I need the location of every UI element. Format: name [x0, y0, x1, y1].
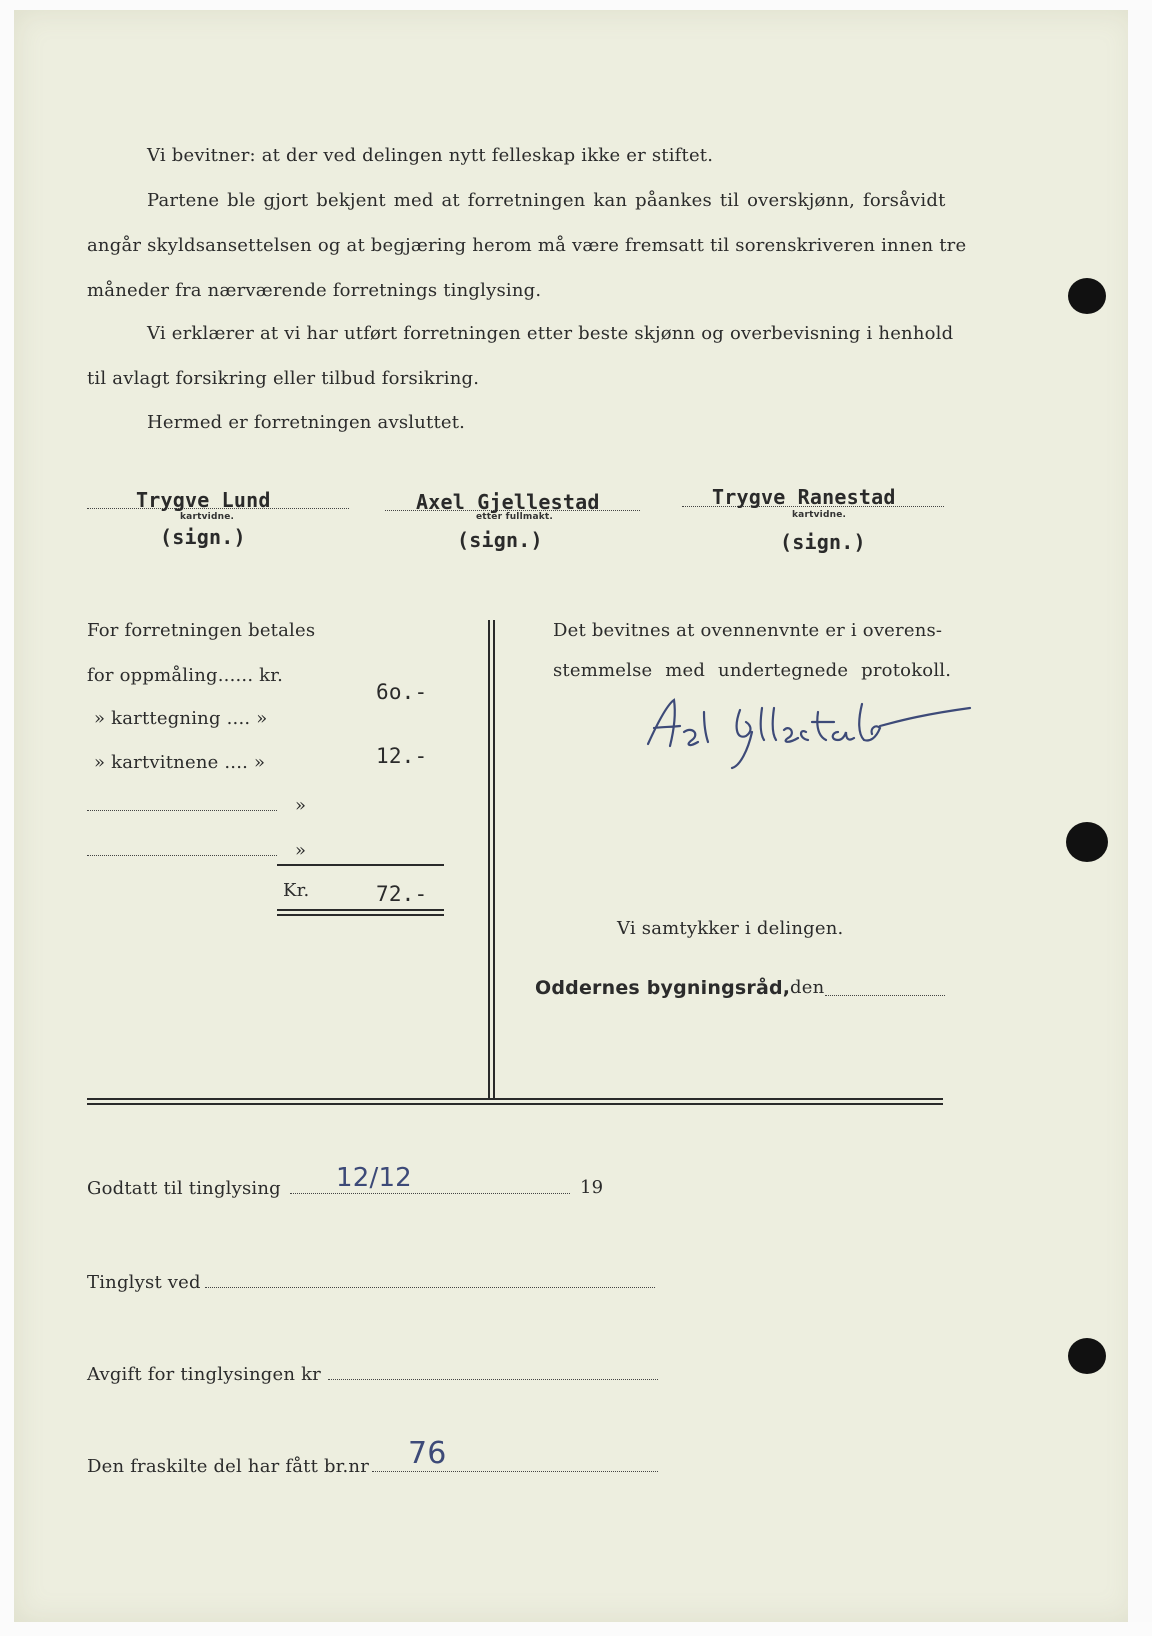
council-date-line [825, 995, 945, 996]
tinglyst-label: Tinglyst ved [87, 1272, 201, 1293]
tinglyst-line [205, 1287, 655, 1288]
fees-heading: For forretningen betales [87, 620, 316, 641]
page-edge [1128, 10, 1152, 1622]
column-divider-left [488, 620, 490, 1100]
brnr-label: Den fraskilte del har fått br.nr [87, 1456, 370, 1477]
fee-total-label: Kr. [283, 880, 310, 901]
paragraph-paankes-line3: måneder fra nærværende forretnings tinglysing. [87, 280, 542, 301]
paragraph-erklaerer-line1: Vi erklærer at vi har utført forretningen etter beste skjønn og overbevisning i henhold [147, 323, 954, 344]
column-divider-right [493, 620, 495, 1100]
fee-label-karttegning: » karttegning .... » [94, 708, 268, 729]
signature-sign-3: (sign.) [780, 530, 866, 554]
avgift-label: Avgift for tinglysingen kr [87, 1364, 321, 1385]
paragraph-paankes-line2: angår skyldsansettelsen og at begjæring herom må være fremsatt til sorenskriveren innen tre [87, 235, 967, 256]
fee-label-kartvitnene: » kartvitnene .... » [94, 752, 266, 773]
consent-text: Vi samtykker i delingen. [617, 918, 844, 939]
signature-name-3: Trygve Ranestad [712, 485, 896, 509]
fee-blank-line-2 [87, 855, 277, 856]
council-den: den [790, 977, 825, 998]
separator-rule-bottom [87, 1103, 943, 1105]
godtatt-label: Godtatt til tinglysing [87, 1178, 281, 1199]
attestation-line2: stemmelse med undertegnede protokoll. [553, 660, 952, 681]
fee-label-oppmaling: for oppmåling...... kr. [87, 665, 284, 686]
brnr-line [372, 1471, 658, 1472]
signature-sign-2: (sign.) [457, 528, 543, 552]
fee-total-double-line-bottom [277, 914, 444, 916]
paragraph-paankes-line1: Partene ble gjort bekjent med at forretningen kan påankes til overskjønn, forsåvidt [147, 190, 946, 211]
fee-total-double-line-top [277, 909, 444, 911]
godtatt-line [290, 1193, 570, 1194]
council-name: Oddernes bygningsråd, [535, 977, 791, 999]
brnr-value: 76 [408, 1436, 447, 1471]
punch-hole-bottom [1068, 1338, 1106, 1374]
punch-hole-top [1068, 278, 1106, 314]
signature-name-1: Trygve Lund [136, 488, 271, 512]
signature-role-3: kartvidne. [792, 510, 847, 520]
avgift-line [328, 1379, 658, 1380]
handwritten-signature [640, 692, 980, 772]
fee-sum-line [277, 864, 444, 866]
godtatt-value: 12/12 [336, 1163, 412, 1193]
fee-blank-mark-1: » [295, 795, 307, 816]
fee-total-amount: 72.- [376, 882, 428, 906]
signature-role-2: etter fullmakt. [476, 512, 554, 522]
paragraph-avsluttet: Hermed er forretningen avsluttet. [147, 412, 466, 433]
signature-role-1: kartvidne. [180, 512, 235, 522]
fee-blank-mark-2: » [295, 840, 307, 861]
separator-rule-top [87, 1098, 943, 1100]
signature-name-2: Axel Gjellestad [416, 490, 600, 514]
fee-blank-line-1 [87, 810, 277, 811]
punch-hole-middle [1066, 822, 1108, 862]
signature-sign-1: (sign.) [160, 525, 246, 549]
fee-amount-oppmaling: 6o.- [376, 680, 428, 704]
paragraph-stiftet: Vi bevitner: at der ved delingen nytt felleskap ikke er stiftet. [147, 145, 714, 166]
attestation-line1: Det bevitnes at ovennenvnte er i overens- [553, 620, 943, 641]
paragraph-erklaerer-line2: til avlagt forsikring eller tilbud forsikring. [87, 368, 480, 389]
godtatt-year: 19 [580, 1177, 604, 1198]
fee-amount-kartvitnene: 12.- [376, 744, 428, 768]
